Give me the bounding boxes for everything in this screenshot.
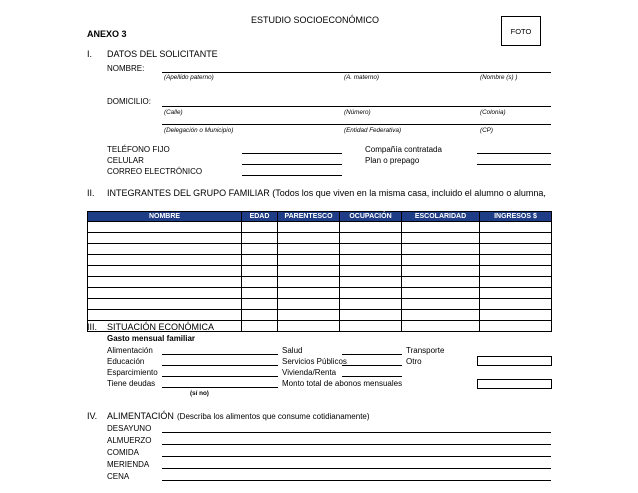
gasto-subtitle: Gasto mensual familiar	[107, 334, 196, 343]
table-cell[interactable]	[88, 266, 242, 277]
table-row	[88, 310, 552, 321]
meal-cena-label: CENA	[107, 472, 130, 481]
section-1-title: DATOS DEL SOLICITANTE	[107, 49, 218, 59]
correo-label: CORREO ELECTRÓNICO	[107, 167, 203, 176]
table-cell[interactable]	[242, 222, 278, 233]
table-row	[88, 299, 552, 310]
table-cell[interactable]	[402, 233, 480, 244]
table-cell[interactable]	[340, 244, 402, 255]
family-table-header	[88, 212, 552, 222]
transporte-box[interactable]	[477, 356, 552, 366]
esparcimiento-label: Esparcimiento	[107, 368, 158, 377]
table-cell[interactable]	[340, 255, 402, 266]
table-row	[88, 222, 552, 233]
table-cell[interactable]	[340, 299, 402, 310]
photo-box	[501, 16, 541, 46]
table-cell[interactable]	[340, 266, 402, 277]
esparcimiento-field[interactable]	[162, 376, 278, 377]
table-cell[interactable]	[242, 277, 278, 288]
table-row	[88, 266, 552, 277]
section-2-title: INTEGRANTES DEL GRUPO FAMILIAR (Todos los que viven en la misma casa, incluido el alumno o alumna,	[107, 188, 546, 198]
table-cell[interactable]	[402, 288, 480, 299]
si-no-note: (sí no)	[190, 390, 209, 397]
table-row	[88, 244, 552, 255]
nombre-sub-nombres: (Nombre (s) )	[480, 74, 518, 81]
meal-comida-label: COMIDA	[107, 448, 139, 457]
table-cell[interactable]	[402, 310, 480, 321]
compania-field[interactable]	[477, 153, 551, 154]
vivienda-label: Vivienda/Renta	[282, 368, 337, 377]
nombre-label: NOMBRE:	[107, 64, 145, 73]
col-header-edad: EDAD	[242, 212, 278, 222]
transporte-label: Transporte	[406, 346, 445, 355]
table-cell[interactable]	[88, 244, 242, 255]
telefono-label: TELÉFONO FIJO	[107, 145, 170, 154]
family-table	[87, 211, 552, 332]
table-cell[interactable]	[480, 310, 552, 321]
form-title: ESTUDIO SOCIOECONÓMICO	[251, 15, 380, 25]
dom-sub-entidad: (Entidad Federativa)	[344, 127, 402, 134]
table-row	[88, 288, 552, 299]
annex-label: ANEXO 3	[87, 29, 127, 39]
dom-sub-colonia: (Colonia)	[480, 109, 506, 116]
alimentacion-label: Alimentación	[107, 346, 153, 355]
plan-label: Plan o prepago	[365, 156, 420, 165]
domicilio-field-1[interactable]	[162, 106, 551, 107]
section-3-title: SITUACIÓN ECONÓMICA	[107, 322, 215, 332]
table-cell[interactable]	[242, 299, 278, 310]
correo-field[interactable]	[242, 175, 342, 176]
table-row	[88, 233, 552, 244]
table-cell[interactable]	[340, 277, 402, 288]
dom-sub-municipio: (Delegación o Municipio)	[164, 127, 234, 134]
table-cell[interactable]	[480, 321, 552, 332]
table-cell[interactable]	[278, 222, 340, 233]
table-cell[interactable]	[88, 233, 242, 244]
plan-field[interactable]	[477, 164, 551, 165]
table-cell[interactable]	[340, 321, 402, 332]
celular-field[interactable]	[242, 164, 342, 165]
section-1-number: I.	[87, 49, 93, 59]
col-header-nombre: NOMBRE	[88, 212, 242, 222]
abonos-box[interactable]	[477, 379, 552, 389]
meal-almuerzo-label: ALMUERZO	[107, 436, 152, 445]
dom-sub-numero: (Número)	[344, 109, 371, 116]
meal-desayuno-field[interactable]	[162, 432, 551, 433]
table-cell[interactable]	[278, 321, 340, 332]
table-cell[interactable]	[402, 255, 480, 266]
col-header-parentesco: PARENTESCO	[278, 212, 340, 222]
table-cell[interactable]	[242, 288, 278, 299]
meal-cena-field[interactable]	[162, 480, 551, 481]
table-cell[interactable]	[242, 255, 278, 266]
nombre-sub-materno: (A. materno)	[344, 74, 379, 81]
table-cell[interactable]	[480, 288, 552, 299]
table-cell[interactable]	[340, 310, 402, 321]
table-cell[interactable]	[242, 321, 278, 332]
table-row	[88, 277, 552, 288]
table-cell[interactable]	[88, 299, 242, 310]
meal-merienda-field[interactable]	[162, 468, 551, 469]
section-4-title: ALIMENTACIÓN	[107, 411, 174, 421]
table-cell[interactable]	[402, 222, 480, 233]
table-row	[88, 255, 552, 266]
domicilio-field-2[interactable]	[162, 124, 551, 125]
table-cell[interactable]	[340, 233, 402, 244]
meal-almuerzo-field[interactable]	[162, 444, 551, 445]
table-cell[interactable]	[278, 288, 340, 299]
table-cell[interactable]	[340, 222, 402, 233]
meal-merienda-label: MERIENDA	[107, 460, 150, 469]
table-cell[interactable]	[242, 233, 278, 244]
educacion-field[interactable]	[162, 365, 278, 366]
table-cell[interactable]	[88, 222, 242, 233]
table-cell[interactable]	[480, 233, 552, 244]
vivienda-field[interactable]	[342, 376, 402, 377]
table-cell[interactable]	[480, 222, 552, 233]
section-3-number: III.	[87, 322, 98, 332]
table-cell[interactable]	[278, 266, 340, 277]
alimentacion-field[interactable]	[162, 354, 278, 355]
table-cell[interactable]	[278, 310, 340, 321]
dom-sub-calle: (Calle)	[164, 109, 183, 116]
nombre-field[interactable]	[162, 72, 551, 73]
table-cell[interactable]	[88, 277, 242, 288]
abonos-label: Monto total de abonos mensuales	[282, 379, 403, 388]
telefono-field[interactable]	[242, 153, 342, 154]
table-cell[interactable]	[278, 233, 340, 244]
table-cell[interactable]	[242, 310, 278, 321]
section-4-number: IV.	[87, 411, 98, 421]
table-cell[interactable]	[88, 255, 242, 266]
table-cell[interactable]	[480, 299, 552, 310]
table-cell[interactable]	[480, 244, 552, 255]
table-cell[interactable]	[402, 321, 480, 332]
table-cell[interactable]	[340, 288, 402, 299]
table-cell[interactable]	[278, 244, 340, 255]
table-cell[interactable]	[242, 244, 278, 255]
meal-desayuno-label: DESAYUNO	[107, 424, 152, 433]
salud-label: Salud	[282, 346, 303, 355]
table-cell[interactable]	[480, 255, 552, 266]
domicilio-label: DOMICILIO:	[107, 97, 152, 106]
table-cell[interactable]	[402, 277, 480, 288]
col-header-ingresos: INGRESOS $	[480, 212, 552, 222]
nombre-sub-paterno: (Apellido paterno)	[164, 74, 214, 81]
photo-label: FOTO	[510, 26, 532, 36]
col-header-ocupacion: OCUPACIÓN	[340, 212, 402, 222]
table-cell[interactable]	[480, 277, 552, 288]
servicios-field[interactable]	[342, 365, 402, 366]
table-cell[interactable]	[402, 244, 480, 255]
section-4-note: (Describa los alimentos que consume cotidianamente)	[177, 412, 370, 421]
table-cell[interactable]	[278, 299, 340, 310]
dom-sub-cp: (CP)	[480, 127, 493, 134]
table-cell[interactable]	[402, 299, 480, 310]
otro-label: Otro	[406, 357, 422, 366]
celular-label: CELULAR	[107, 156, 144, 165]
deudas-field[interactable]	[162, 387, 278, 388]
table-cell[interactable]	[480, 266, 552, 277]
table-cell[interactable]	[278, 277, 340, 288]
compania-label: Compañía contratada	[365, 145, 442, 154]
section-2-number: II.	[87, 188, 95, 198]
meal-comida-field[interactable]	[162, 456, 551, 457]
servicios-label: Servicios Públicos	[282, 357, 347, 366]
deudas-label: Tiene deudas	[107, 379, 156, 388]
table-cell[interactable]	[88, 310, 242, 321]
table-cell[interactable]	[88, 288, 242, 299]
col-header-escolaridad: ESCOLARIDAD	[402, 212, 480, 222]
table-cell[interactable]	[402, 266, 480, 277]
table-cell[interactable]	[278, 255, 340, 266]
table-cell[interactable]	[242, 266, 278, 277]
salud-field[interactable]	[342, 354, 402, 355]
educacion-label: Educación	[107, 357, 145, 366]
